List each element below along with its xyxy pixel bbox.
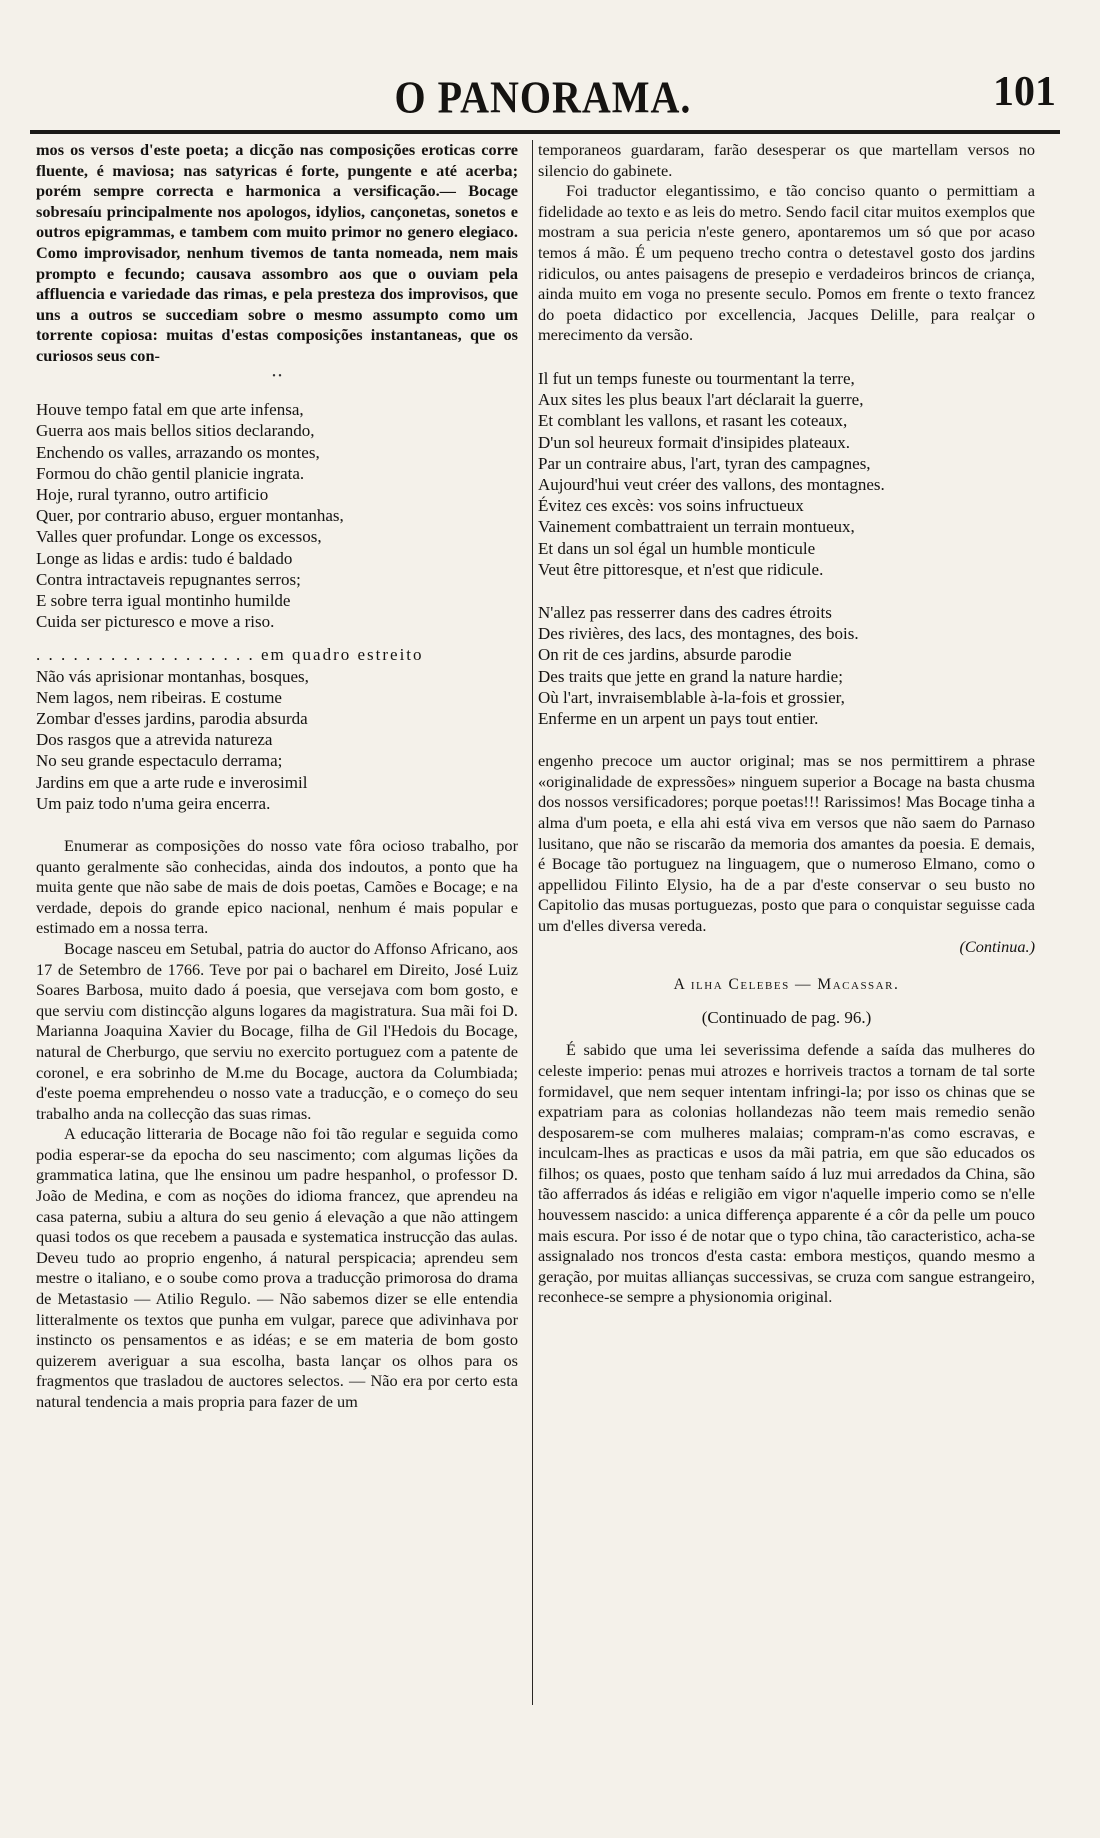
left-paragraph-1: mos os versos d'este poeta; a dicção nas composições eroticas corre fluente, é maviosa; nas satyricas é forte, pungente e até acerba; porém sempre correcta e harmonica a versificação.— Bocage sobresaíu principalmente nos apologos, idylios, cançonetas, sonetos e outros epigrammas, e tambem com muito primor no genero elegiaco. Como improvisador, nenhum tivemos de tanta nomeada, nem mais prompto e fecundo; causava assombro aos que o ouviam pela affluencia e variedade das rimas, e pela presteza dos improvisos, que uns a outros se succediam sobre o mesmo assumpto como um torrente copiosa: muitas d'estas composições instantaneas, que os curiosos seus con- bbox=[36, 140, 518, 365]
verse-line: Quer, por contrario abuso, erguer montanhas, bbox=[36, 506, 344, 526]
verse-line: Veut être pittoresque, et n'est que ridicule. bbox=[538, 559, 824, 579]
french-verse-1 bbox=[538, 368, 1035, 580]
verse-line: Évitez ces excès: vos soins infructueux bbox=[538, 496, 804, 516]
verse-line: Zombar d'esses jardins, parodia absurda bbox=[36, 708, 308, 728]
verse-line: Nem lagos, nem ribeiras. E costume bbox=[36, 687, 282, 707]
verse-line: No seu grande espectaculo derrama; bbox=[36, 751, 283, 771]
verse-line: Des rivières, des lacs, des montagnes, des bois. bbox=[538, 624, 859, 644]
masthead bbox=[28, 62, 1058, 122]
right-column bbox=[538, 140, 1035, 1308]
verse-line: On rit de ces jardins, absurde parodie bbox=[538, 645, 792, 665]
verse-line: E sobre terra igual montinho humilde bbox=[36, 590, 291, 610]
verse-line: Aujourd'hui veut créer des vallons, des montagnes. bbox=[538, 474, 885, 494]
left-column bbox=[36, 140, 518, 1413]
verse-line: Longe as lidas e ardis: tudo é baldado bbox=[36, 548, 293, 568]
right-paragraph-4: É sabido que uma lei severissima defende a saída das mulheres do celeste imperio: penas mui atrozes e horriveis tractos a tornam de tal sorte formidavel, que nem sequer intentam infringi-la; por isso os chinas que se expatriam para as colonias hollandezas não teem mais remedio senão desposarem-se com mulheres malaias; compram-n'as como escravas, e inculcam-lhes as practicas e usos da mãi patria, em que são educados os filhos; os quaes, posto que tenham saído á luz mui arredados da China, são tão afferrados ás idéas e religião em vigor n'aquelle imperio como se n'elle houvessem nascido: a unica differença apparente é a côr da pelle um pouco mais escura. Por isso é de notar que o typo china, tão caracteristico, acha-se assignalado nos troncos d'esta casta: embora mestiços, quando mesmo a geração, por muitas allianças successivas, se cruza com sangue estrangeiro, reconhece-se sempre a physionomia original. bbox=[538, 1040, 1035, 1307]
section-title: A ilha Celebes — Macassar. bbox=[673, 976, 900, 994]
publication-title: O PANORAMA. bbox=[394, 71, 692, 123]
verse-line: D'un sol heureux formait d'insipides plateaux. bbox=[538, 432, 851, 452]
verse-line: Guerra aos mais bellos sitios declarando, bbox=[36, 421, 315, 441]
verse-line: Où l'art, invraisemblable à-la-fois et grossier, bbox=[538, 687, 845, 707]
verse-line: Et comblant les vallons, et rasant les coteaux, bbox=[538, 411, 848, 431]
verse-line: Il fut un temps funeste ou tourmentant la terre, bbox=[538, 368, 855, 388]
column-divider bbox=[532, 140, 533, 1705]
verse-line: Enchendo os valles, arrazando os montes, bbox=[36, 442, 320, 462]
verse-line: Cuida ser picturesco e move a riso. bbox=[36, 612, 275, 632]
verse-line: Et dans un sol égal un humble monticule bbox=[538, 538, 816, 558]
ornament: • • bbox=[272, 370, 282, 382]
portuguese-verse-2 bbox=[36, 644, 518, 814]
french-verse-2 bbox=[538, 602, 1035, 729]
verse-line: Houve tempo fatal em que arte infensa, bbox=[36, 400, 304, 420]
verse-line: Des traits que jette en grand la nature hardie; bbox=[538, 666, 843, 686]
right-paragraph-2: Foi traductor elegantissimo, e tão conciso quanto o permittiam a fidelidade ao texto e as leis do metro. Sendo facil citar muitos exemplos que mostram a sua pericia n'este genero, apontaremos um só que por acaso temos á mão. É um pequeno trecho contra o detestavel gosto dos jardins ridiculos, ou antes paisagens de presepio e verdadeiros brincos de criança, ainda muito em voga no presente seculo. Pomos em frente o texto francez do poeta didactico por excellencia, Jacques Delille, para realçar o merecimento da versão. bbox=[538, 181, 1035, 345]
verse-line: Não vás aprisionar montanhas, bosques, bbox=[36, 666, 309, 686]
page-number: 101 bbox=[993, 69, 1056, 115]
verse-line: Par un contraire abus, l'art, tyran des campagnes, bbox=[538, 453, 871, 473]
verse-line: Jardins em que a arte rude e inverosimil bbox=[36, 772, 308, 792]
verse-line: Valles quer profundar. Longe os excessos, bbox=[36, 527, 322, 547]
verse-line: Hoje, rural tyranno, outro artificio bbox=[36, 484, 269, 504]
verse-line: Contra intractaveis repugnantes serros; bbox=[36, 569, 301, 589]
left-paragraph-2: Enumerar as composições do nosso vate fôra ocioso trabalho, por quanto geralmente são conhecidas, ainda dos indoutos, a ponto que ha muita gente que não sabe de mais de dois poetas, Camões e Bocage; e na verdade, depois do grande epico nacional, nenhum é mais popular e estimado em a nossa terra. bbox=[36, 835, 518, 938]
portuguese-verse-1 bbox=[36, 399, 518, 632]
continued-note: (Continua.) bbox=[959, 936, 1035, 956]
left-paragraph-4: A educação litteraria de Bocage não foi tão regular e seguida como podia esperar-se da epocha do seu nascimento; com algumas lições da grammatica latina, que lhe ensinou um padre hespanhol, o professor D. João de Medina, e com as noções do idioma francez, que aprendeu na casa paterna, subiu a altura do seu genio á elevação a que não attingem quasi todos os que recebem a pausada e systematica instrucção das aulas. Deveu tudo ao proprio engenho, á natural perspicacia; aprendeu sem mestre o italiano, e o soube como prova a traducção primorosa do drama de Metastasio — Atilio Regulo. — Não sabemos dizer se elle entendia litteralmente os textos que punha em vulgar, parece que adivinhava por instincto os pensamentos e as idéas; e se em materia de bom gosto quizerem averiguar a sua escolha, basta lançar os olhos para os fragmentos que trasladou de auctores selectos. — Não era por certo esta natural tendencia a mais propria para fazer de um bbox=[36, 1124, 518, 1412]
section-subtitle: (Continuado de pag. 96.) bbox=[701, 1007, 872, 1027]
verse-line: Dos rasgos que a atrevida natureza bbox=[36, 730, 273, 750]
right-paragraph-1: temporaneos guardaram, farão desesperar os que martellam versos no silencio do gabinete. bbox=[538, 140, 1035, 180]
verse-line: N'allez pas resserrer dans des cadres étroits bbox=[538, 602, 832, 622]
verse-line: . . . . . . . . . . . . . . . . . . em quadro estreito bbox=[36, 645, 424, 665]
verse-line: Enferme en un arpent un pays tout entier. bbox=[538, 708, 819, 728]
verse-line: Aux sites les plus beaux l'art déclarait la guerre, bbox=[538, 390, 864, 410]
verse-line: Formou do chão gentil planicie ingrata. bbox=[36, 463, 305, 483]
verse-line: Vainement combattraient un terrain montueux, bbox=[538, 517, 855, 537]
right-paragraph-3: engenho precoce um auctor original; mas se nos permittirem a phrase «originalidade de expressões» ninguem superior a Bocage na basta chusma dos nossos versificadores; porque poetas!!! Rarissimos! Mas Bocage tinha a alma d'um poeta, e ella ahi está viva em versos que não saem do Parnaso lusitano, que não se riscarão da memoria dos amantes da poesia. E demais, é Bocage tão portuguez na linguagem, que o numeroso Elmano, como o appellidou Filinto Elysio, ha de a par d'este conservar o seu busto no Capitolio das musas portuguezas, posto que para o conquistar seguisse cada um d'elles diversa vereda. bbox=[538, 751, 1035, 935]
left-paragraph-3: Bocage nasceu em Setubal, patria do auctor do Affonso Africano, aos 17 de Setembro de 1766. Teve por pai o bacharel em Direito, José Luiz Soares Barbosa, muito dado á poesia, que versejava com bom gosto, e que serviu com distincção alguns logares da magistratura. Sua mãi foi D. Marianna Joaquina Xavier du Bocage, filha de Gil l'Hedois du Bocage, natural de Cherburgo, que serviu no exercito portuguez com a patente de coronel, e era sobrinho de M.me du Bocage, auctora da Columbiada; d'este poema emprehendeu o nosso vate a traducção, e o começo do seu trabalho anda na collecção das suas rimas. bbox=[36, 938, 518, 1123]
verse-line: Um paiz todo n'uma geira encerra. bbox=[36, 793, 271, 813]
header-rule bbox=[30, 130, 1060, 134]
